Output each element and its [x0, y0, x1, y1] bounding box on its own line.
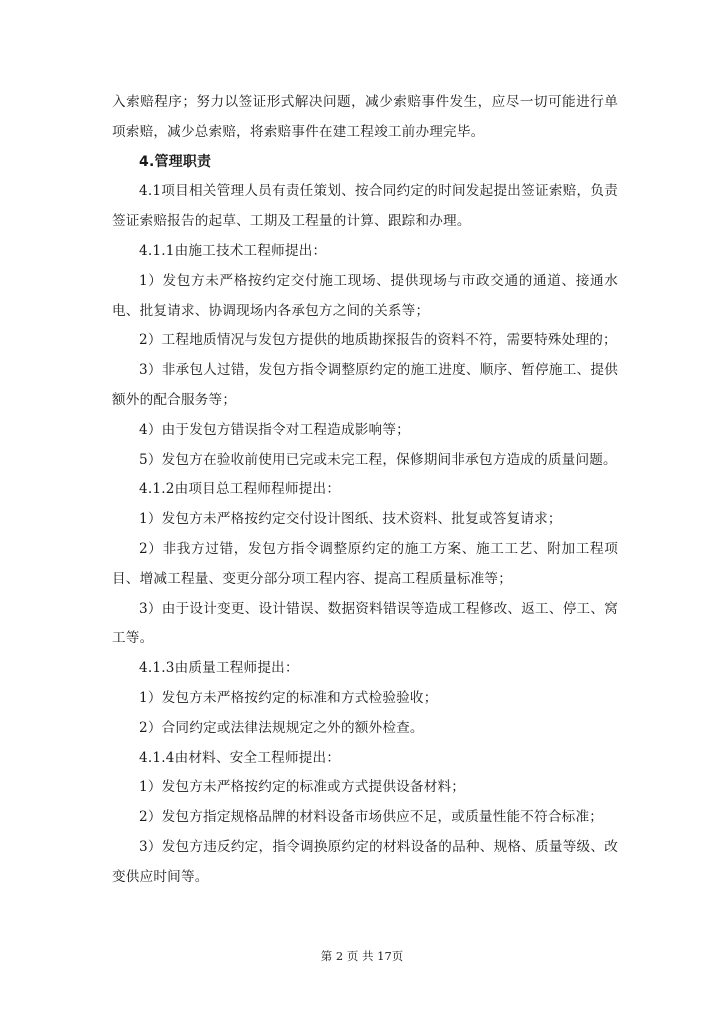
- list-item: 4）由于发包方错误指令对工程造成影响等；: [139, 421, 410, 438]
- list-item: 2）工程地质情况与发包方提供的地质勘探报告的资料不符，需要特殊处理的；: [139, 332, 617, 349]
- paragraph-intro-continuation: 入索赔程序；努力以签证形式解决问题，减少索赔事件发生，应尽一切可能进行单项索赔，减少总索赔，将索赔事件在建工程竣工前办理完毕。: [112, 94, 618, 140]
- list-item: 2）非我方过错，发包方指令调整原约定的施工方案、施工工艺、附加工程项目、增减工程量、变更分部分项工程内容、提高工程质量标准等；: [112, 540, 618, 587]
- list-item: 2）发包方指定规格品牌的材料设备市场供应不足，或质量性能不符合标准；: [139, 809, 604, 826]
- paragraph-4-1-2: 4.1.2由项目总工程师程师提出：: [139, 481, 341, 498]
- list-item: 3）非承包人过错，发包方指令调整原约定的施工进度、顺序、暂停施工、提供额外的配合服务等；: [112, 362, 618, 408]
- paragraph-4-1-1: 4.1.1由施工技术工程师提出：: [139, 242, 327, 259]
- list-item: 5）发包方在验收前使用已完或未完工程，保修期间非承包方造成的质量问题。: [139, 451, 617, 468]
- list-item: 1）发包方未严格按约定的标准和方式检验验收；: [139, 689, 438, 706]
- section-heading-management-duties: 4.管理职责: [139, 153, 212, 170]
- paragraph-4-1-4: 4.1.4由材料、安全工程师提出：: [139, 749, 341, 766]
- paragraph-4-1: 4.1项目相关管理人员有责任策划、按合同约定的时间发起提出签证索赔，负责签证索赔报告的起草、工期及工程量的计算、跟踪和办理。: [112, 183, 618, 230]
- list-item: 1）发包方未严格按约定的标准或方式提供设备材料；: [139, 779, 466, 796]
- document-body: [112, 88, 618, 893]
- paragraph-4-1-3: 4.1.3由质量工程师提出：: [139, 660, 299, 677]
- list-item: 3）由于设计变更、设计错误、数据资料错误等造成工程修改、返工、停工、窝工等。: [112, 600, 618, 647]
- page-number-footer: 第 2 页 共 17页: [320, 949, 404, 963]
- list-item: 2）合同约定或法律法规规定之外的额外检查。: [139, 719, 424, 736]
- list-item: 3）发包方违反约定，指令调换原约定的材料设备的品种、规格、质量等级、改变供应时间等。: [112, 838, 618, 885]
- list-item: 1）发包方未严格按约定交付施工现场、提供现场与市政交通的通道、接通水电、批复请求、协调现场内各承包方之间的关系等；: [112, 272, 618, 319]
- list-item: 1）发包方未严格按约定交付设计图纸、技术资料、批复或答复请求；: [139, 511, 562, 528]
